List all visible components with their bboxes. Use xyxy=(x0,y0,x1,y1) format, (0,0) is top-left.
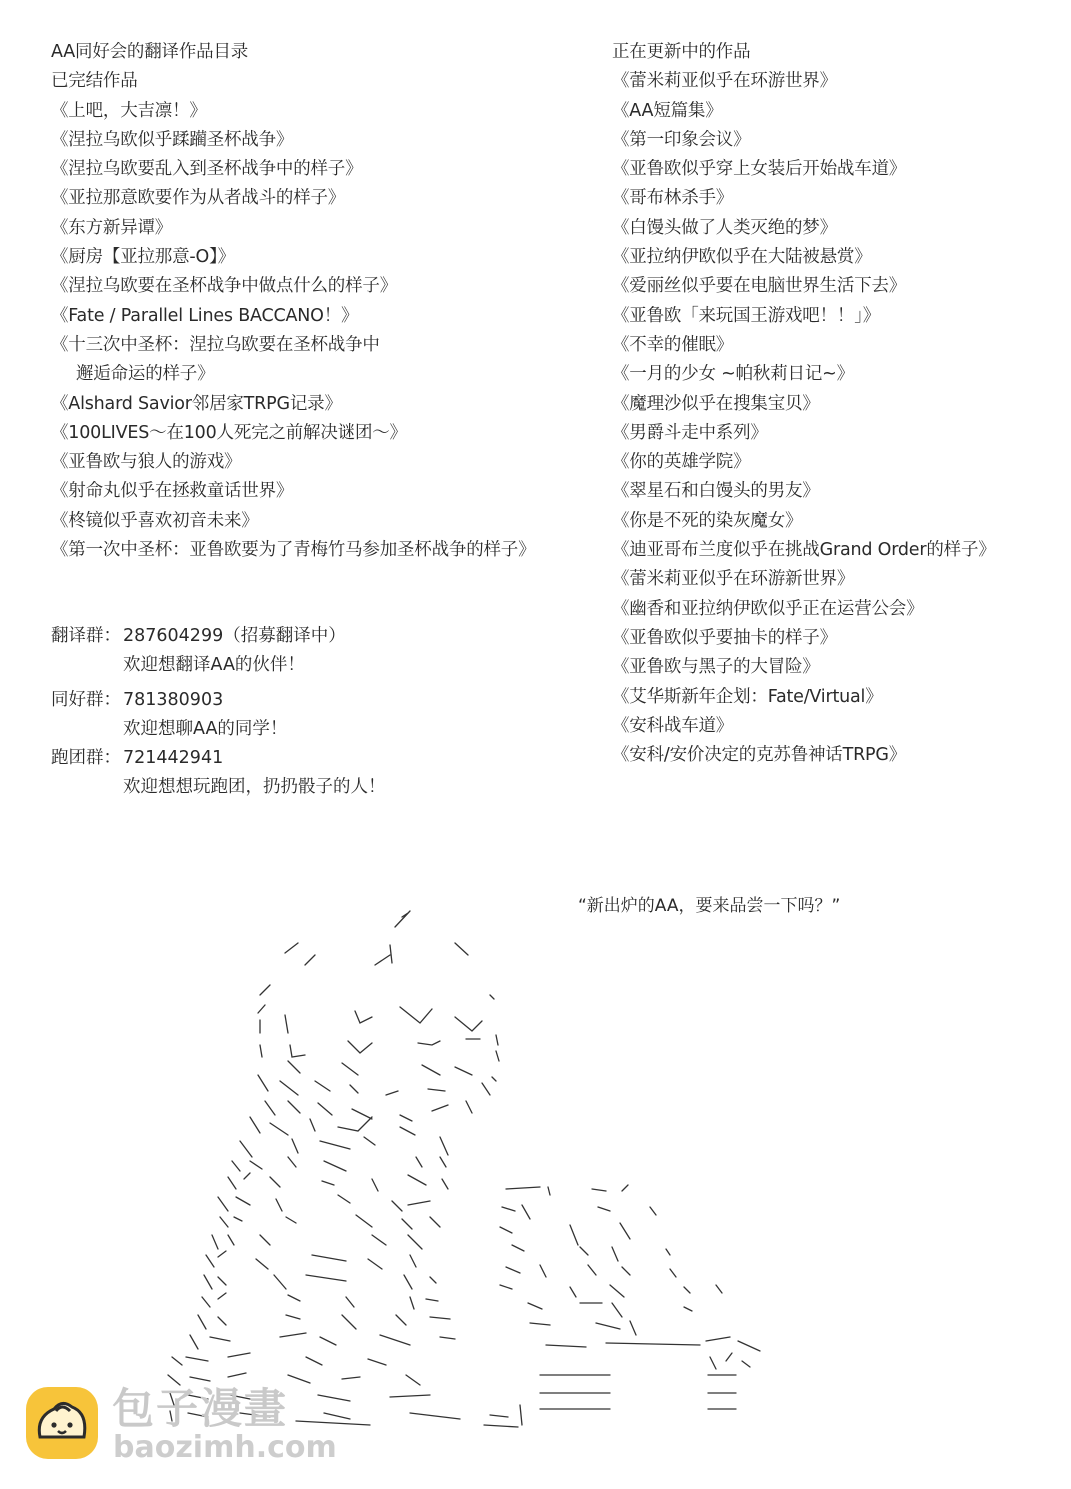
work-item: 《第一印象会议》 xyxy=(612,129,751,150)
work-item: 《厨房【亚拉那意-O】》 xyxy=(51,247,235,268)
work-item: 《你是不死的染灰魔女》 xyxy=(612,510,803,531)
work-item: 《射命丸似乎在拯救童话世界》 xyxy=(51,481,294,502)
work-item: 《一月的少女 ~帕秋莉日记~》 xyxy=(612,364,854,385)
catalog-title: AA同好会的翻译作品目录 xyxy=(51,42,249,62)
tabletop-group-info xyxy=(51,744,531,803)
work-item: 《亚拉那意欧要作为从者战斗的样子》 xyxy=(51,188,346,209)
work-item: 《幽香和亚拉纳伊欧似乎正在运营公会》 xyxy=(612,598,924,619)
ongoing-works-column xyxy=(612,38,1052,770)
work-item: 《AA短篇集》 xyxy=(612,100,723,121)
work-item: 《Alshard Savior邻居家TRPG记录》 xyxy=(51,393,342,414)
work-item: 《白馒头做了人类灭绝的梦》 xyxy=(612,217,837,238)
work-item: 《爱丽丝似乎要在电脑世界生活下去》 xyxy=(612,276,907,297)
work-item: 《魔理沙似乎在搜集宝贝》 xyxy=(612,393,820,414)
work-item: 《不幸的催眠》 xyxy=(612,334,734,355)
work-item: 《艾华斯新年企划：Fate/Virtual》 xyxy=(612,686,883,707)
completed-works-column xyxy=(51,38,591,565)
work-item: 《哥布林杀手》 xyxy=(612,188,734,209)
work-item: 《亚拉纳伊欧似乎在大陆被悬赏》 xyxy=(612,247,872,268)
work-item: 《亚鲁欧似乎穿上女装后开始战车道》 xyxy=(612,159,907,180)
group-note: 欢迎想聊AA的同学！ xyxy=(123,719,288,740)
work-item: 《Fate / Parallel Lines BACCANO！》 xyxy=(51,305,359,326)
work-item: 《蕾米莉亚似乎在环游新世界》 xyxy=(612,569,855,590)
fans-group-info xyxy=(51,686,531,745)
work-item: 《涅拉乌欧似乎蹂躏圣杯战争》 xyxy=(51,129,294,150)
group-note: 欢迎想想玩跑团，扔扔骰子的人！ xyxy=(123,777,386,798)
group-label: 跑团群： xyxy=(51,748,121,768)
work-item: 《亚鲁欧与黑子的大冒险》 xyxy=(612,657,820,678)
work-item: 《男爵斗走中系列》 xyxy=(612,422,768,443)
work-item: 《蕾米莉亚似乎在环游世界》 xyxy=(612,71,837,92)
group-number: 287604299（招募翻译中） xyxy=(123,626,346,646)
work-item: 《亚鲁欧「来玩国王游戏吧！！」》 xyxy=(612,305,881,326)
work-item: 《安科/安价决定的克苏鲁神话TRPG》 xyxy=(612,745,907,766)
work-item: 《涅拉乌欧要在圣杯战争中做点什么的样子》 xyxy=(51,276,397,297)
work-item: 《迪亚哥布兰度似乎在挑战Grand Order的样子》 xyxy=(612,540,996,561)
ascii-art-illustration xyxy=(110,905,790,1440)
work-item: 《十三次中圣杯：涅拉乌欧要在圣杯战争中 xyxy=(51,334,380,355)
work-item: 《100LIVES～在100人死完之前解决谜团～》 xyxy=(51,422,407,443)
group-number: 781380903 xyxy=(123,690,224,710)
ongoing-heading: 正在更新中的作品 xyxy=(612,42,751,62)
group-label: 翻译群： xyxy=(51,626,121,646)
work-item-continued: 邂逅命运的样子》 xyxy=(76,364,215,385)
work-item: 《翠星石和白馒头的男友》 xyxy=(612,481,820,502)
work-item: 《安科战车道》 xyxy=(612,715,734,736)
completed-heading: 已完结作品 xyxy=(51,71,138,92)
work-item: 《你的英雄学院》 xyxy=(612,452,751,473)
work-item: 《柊镜似乎喜欢初音未来》 xyxy=(51,510,259,531)
watermark-url: baozimh.com xyxy=(113,1430,337,1465)
work-item: 《第一次中圣杯：亚鲁欧要为了青梅竹马参加圣杯战争的样子》 xyxy=(51,540,536,561)
work-item: 《亚鲁欧与狼人的游戏》 xyxy=(51,452,242,473)
watermark-name: 包子漫畫 xyxy=(112,1384,289,1433)
work-item: 《涅拉乌欧要乱入到圣杯战争中的样子》 xyxy=(51,159,363,180)
baozi-logo-icon xyxy=(26,1387,98,1459)
group-label: 同好群： xyxy=(51,690,121,710)
group-note: 欢迎想翻译AA的伙伴！ xyxy=(123,655,305,676)
work-item: 《上吧，大吉凛！》 xyxy=(51,100,207,121)
work-item: 《东方新异谭》 xyxy=(51,217,173,238)
work-item: 《亚鲁欧似乎要抽卡的样子》 xyxy=(612,627,837,648)
speech-quote: “新出炉的AA，要来品尝一下吗？” xyxy=(578,896,841,916)
group-number: 721442941 xyxy=(123,748,224,768)
translate-group-info xyxy=(51,622,531,681)
